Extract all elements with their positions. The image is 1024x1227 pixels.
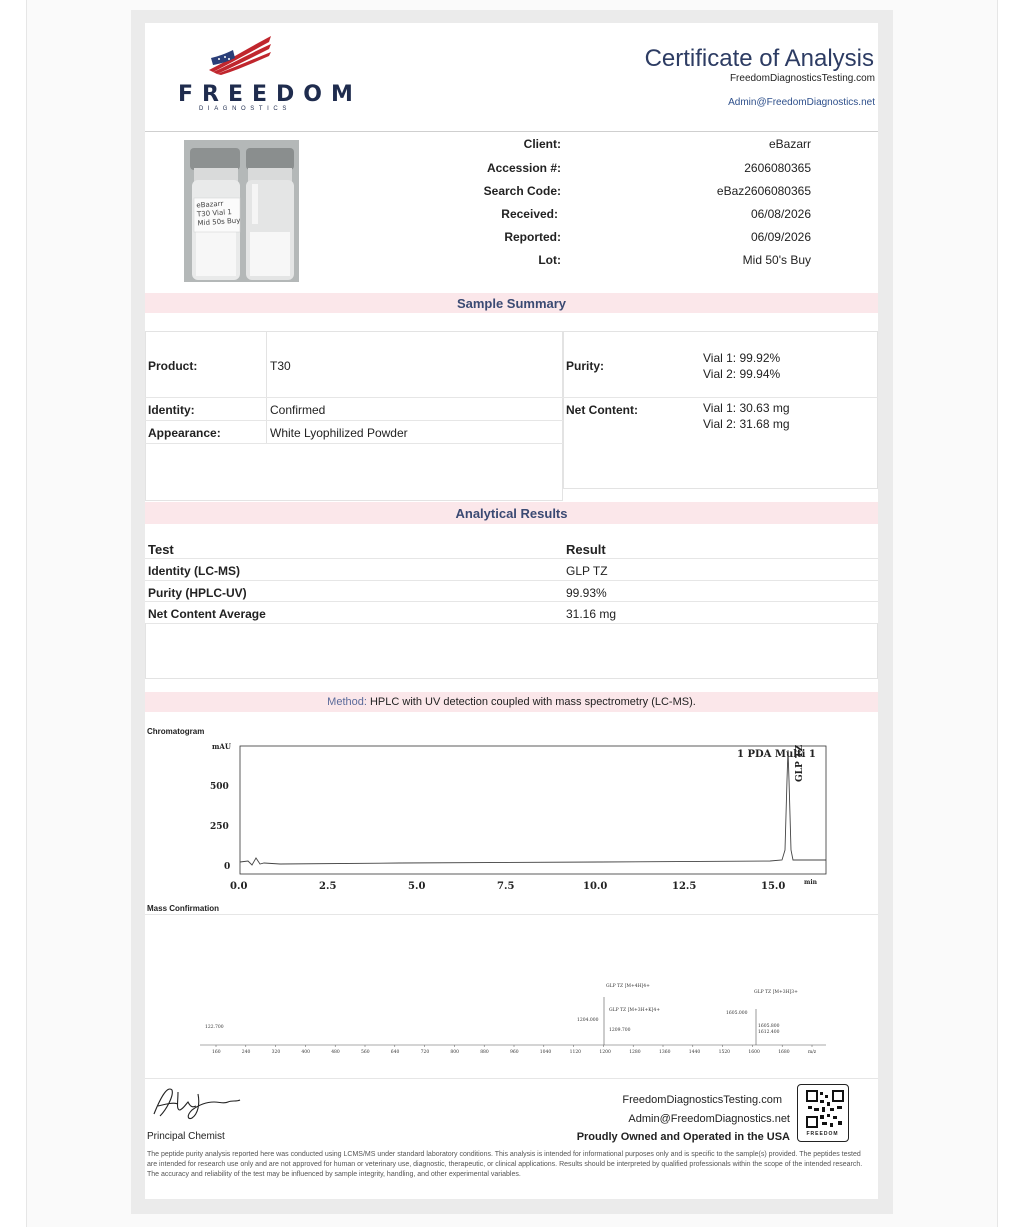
mass-x-tick-label: 1040 — [539, 1050, 552, 1055]
summary-col-divider — [266, 331, 267, 443]
mass-annotation: 1612.400 — [758, 1030, 780, 1035]
identity-label: Identity: — [148, 403, 195, 417]
mass-x-tick-label: 160 — [212, 1050, 221, 1055]
mass-x-tick-label: 1200 — [599, 1050, 611, 1055]
summary-row-divider — [563, 397, 878, 398]
vial-label-line: Mid 50s Buy — [197, 216, 241, 228]
brand-subtitle: DIAGNOSTICS — [199, 106, 291, 112]
method-text: HPLC with UV detection coupled with mass spectrometry (LC-MS). — [366, 696, 696, 708]
chromatogram-x-tick: 12.5 — [672, 881, 697, 892]
mass-x-tick-label: m/z — [808, 1050, 817, 1055]
product-value: T30 — [270, 359, 291, 373]
mass-x-tick-label: 400 — [301, 1050, 310, 1055]
summary-row-divider — [145, 397, 563, 398]
chromatogram-y-unit: mAU — [212, 742, 231, 751]
qr-caption: FREEDOM — [806, 1131, 839, 1137]
mass-x-tick-label: 1120 — [569, 1050, 582, 1055]
chromatogram-x-tick: 15.0 — [761, 881, 786, 892]
client-label: Client: — [523, 137, 561, 151]
mass-x-tick-label: 640 — [390, 1050, 400, 1055]
mass-annotation: GLP TZ [M+3H]3+ — [754, 990, 798, 995]
peak-label: GLP TZ — [795, 744, 805, 782]
chromatogram-x-tick: 0.0 — [230, 881, 248, 892]
results-row-divider — [145, 558, 878, 559]
qr-code-icon — [800, 1088, 849, 1132]
detector-label: 1 PDA Multi 1 — [737, 749, 816, 760]
net-content-label: Net Content: — [566, 403, 638, 417]
mass-annotation: 1209.700 — [609, 1028, 631, 1033]
mass-x-axis — [212, 1045, 817, 1055]
identity-value: Confirmed — [270, 403, 326, 417]
vial-label-line: eBazarr — [196, 199, 224, 210]
header-website: FreedomDiagnosticsTesting.com — [729, 73, 875, 84]
summary-left-box — [145, 331, 563, 501]
purity-vial2: Vial 2: 99.94% — [703, 367, 781, 381]
chromatogram-y-tick: 500 — [210, 782, 229, 792]
reported-label: Reported: — [504, 230, 561, 244]
mass-spectrum-plot — [200, 975, 830, 1059]
product-label: Product: — [148, 359, 198, 373]
mass-x-tick-label: 1360 — [659, 1050, 671, 1055]
chromatogram-plot — [200, 740, 830, 892]
mass-x-tick-label: 1520 — [718, 1050, 731, 1055]
mass-x-tick-label: 320 — [271, 1050, 281, 1055]
mass-annotation: GLP TZ [M+4H]4+ — [606, 984, 650, 989]
client-value: eBazarr — [768, 137, 811, 151]
mass-x-tick-label: 1280 — [629, 1050, 641, 1055]
result-value: 99.93% — [566, 586, 607, 600]
header-divider — [145, 131, 878, 132]
accession-label: Accession #: — [486, 161, 561, 175]
result-test-name: Identity (LC-MS) — [148, 564, 240, 578]
received-value: 06/08/2026 — [750, 207, 811, 221]
method-band — [145, 692, 878, 712]
analytical-results-heading: Analytical Results — [145, 502, 878, 524]
mass-x-tick-label: 1600 — [748, 1050, 760, 1055]
vial-photo — [184, 140, 299, 282]
mass-x-tick-label: 800 — [450, 1050, 459, 1055]
chromatogram-y-tick: 0 — [224, 862, 231, 872]
signer-title: Principal Chemist — [147, 1131, 225, 1142]
signature-image — [148, 1080, 248, 1122]
lot-value: Mid 50's Buy — [742, 253, 811, 267]
mass-annotation: 1605.800 — [758, 1024, 780, 1029]
chromatogram-y-tick: 250 — [210, 822, 229, 832]
result-column-header: Result — [566, 542, 606, 557]
mass-x-tick-label: 960 — [510, 1050, 519, 1055]
mass-annotation: 1605.000 — [726, 1011, 748, 1016]
chromatogram-label: Chromatogram — [147, 727, 205, 736]
mass-x-tick-label: 880 — [480, 1050, 489, 1055]
reported-value: 06/09/2026 — [750, 230, 811, 244]
document-title: Certificate of Analysis — [644, 45, 874, 72]
mass-x-tick-label: 1680 — [778, 1050, 790, 1055]
mass-annotation: GLP TZ [M+3H+K]4+ — [609, 1008, 661, 1013]
received-label: Received: — [501, 207, 558, 221]
accession-value: 2606080365 — [744, 161, 811, 175]
net-content-vial1: Vial 1: 30.63 mg — [703, 401, 790, 415]
footer-tagline: Proudly Owned and Operated in the USA — [576, 1131, 790, 1143]
result-value: 31.16 mg — [566, 607, 617, 621]
chromatogram-x-tick: 10.0 — [583, 881, 608, 892]
mass-x-tick-label: 720 — [420, 1050, 430, 1055]
purity-vial1: Vial 1: 99.92% — [703, 351, 781, 365]
qr-badge — [797, 1084, 849, 1142]
summary-row-divider — [145, 443, 563, 444]
mass-x-tick-label: 240 — [241, 1050, 251, 1055]
chromatogram-x-tick: 7.5 — [497, 881, 515, 892]
results-row-divider — [145, 601, 878, 602]
section-divider — [145, 1078, 878, 1079]
vial-label-line: T30 Vial 1 — [196, 208, 233, 219]
mass-annotation: 1204.000 — [577, 1018, 599, 1023]
result-test-name: Net Content Average — [148, 607, 266, 621]
results-row-divider — [145, 580, 878, 581]
method-key: Method: — [327, 696, 367, 708]
search-code-value: eBaz2606080365 — [716, 184, 811, 198]
result-value: GLP TZ — [566, 564, 608, 578]
chromatogram-trace — [240, 750, 826, 865]
test-column-header: Test — [148, 542, 174, 557]
footer-email: Admin@FreedomDiagnostics.net — [628, 1113, 790, 1125]
chromatogram-x-tick: 5.0 — [408, 881, 426, 892]
header-email: Admin@FreedomDiagnostics.net — [728, 97, 875, 108]
flag-wing-logo-icon — [205, 32, 275, 76]
lot-label: Lot: — [538, 253, 561, 267]
section-divider — [145, 914, 878, 915]
appearance-value: White Lyophilized Powder — [270, 426, 408, 440]
mass-x-tick-label: 1440 — [688, 1050, 701, 1055]
appearance-label: Appearance: — [148, 426, 221, 440]
mass-x-tick-label: 480 — [331, 1050, 340, 1055]
chromatogram-x-tick: 2.5 — [319, 881, 337, 892]
summary-row-divider — [145, 420, 563, 421]
chromatogram-x-unit: min — [804, 879, 817, 886]
sample-summary-heading: Sample Summary — [145, 293, 878, 313]
net-content-vial2: Vial 2: 31.68 mg — [703, 417, 790, 431]
mass-confirmation-label: Mass Confirmation — [147, 904, 220, 913]
mass-annotation: 122.700 — [205, 1025, 224, 1030]
purity-label: Purity: — [566, 359, 605, 373]
brand-name: FREEDOM — [178, 82, 362, 107]
mass-x-tick-label: 560 — [361, 1050, 370, 1055]
footer-website: FreedomDiagnosticsTesting.com — [622, 1094, 782, 1106]
result-test-name: Purity (HPLC-UV) — [148, 586, 247, 600]
disclaimer-text: The peptide purity analysis reported here was conducted using LCMS/MS under standard laboratory conditions. This analysis is intended for informational purposes only and is specific to the sample(s) provided. The peptides tested are intended for research use only and are not approved for human or veterinary use, diagnostic, therapeutic, or clinical applications. Results should be interpreted by qualified professionals within the scope of the intended research. The accuracy and reliability of the test may be influenced by sample integrity, handling, and other experimental variables. — [147, 1151, 863, 1178]
results-blank-area — [145, 623, 878, 679]
search-code-label: Search Code: — [483, 184, 561, 198]
